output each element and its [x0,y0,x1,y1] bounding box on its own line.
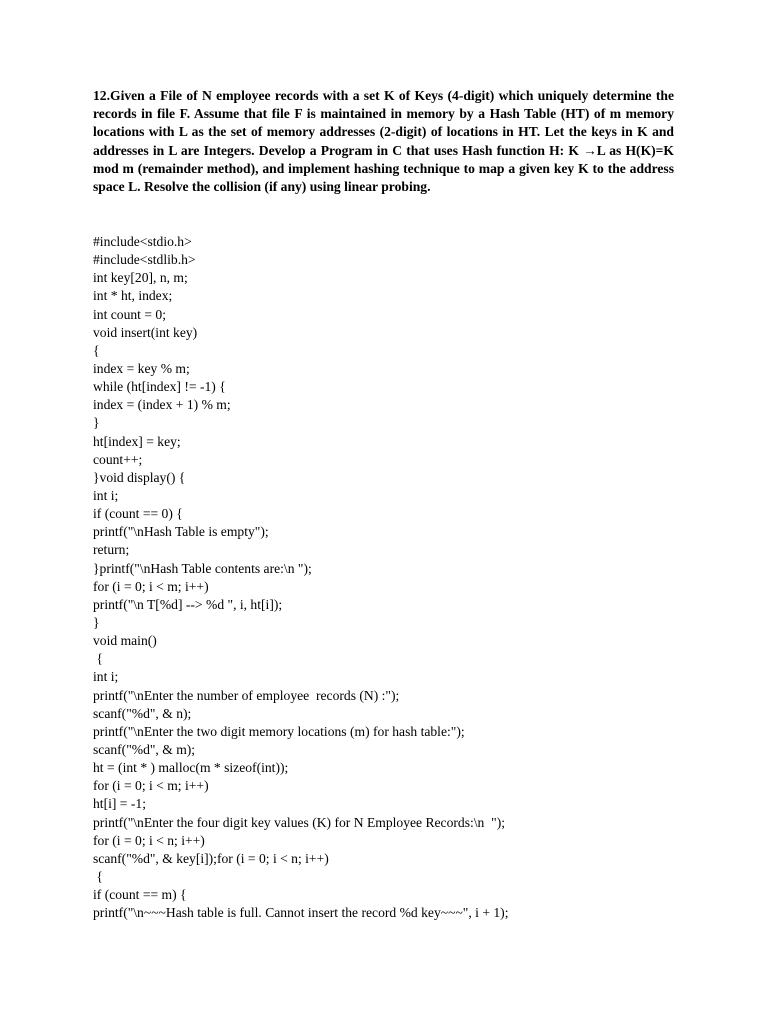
code-line: { [93,868,103,884]
code-line: scanf("%d", & n); [93,705,192,721]
code-line: #include<stdlib.h> [93,252,196,268]
code-line: ht = (int * ) malloc(m * sizeof(int)); [93,760,289,776]
code-listing [93,233,733,922]
code-line: if (count == 0) { [93,506,183,522]
code-line: index = key % m; [93,360,190,376]
code-line: printf("\n T[%d] --> %d ", i, ht[i]); [93,596,283,612]
code-line: int * ht, index; [93,288,173,304]
code-line: printf("\nEnter the number of employee records (N) :"); [93,687,400,703]
code-line: }printf("\nHash Table contents are:\n "); [93,560,312,576]
code-line: { [93,342,100,358]
code-line: for (i = 0; i < m; i++) [93,778,209,794]
code-line: printf("\n~~~Hash table is full. Cannot insert the record %d key~~~", i + 1); [93,905,509,921]
code-line: void insert(int key) [93,324,198,340]
code-line: count++; [93,451,143,467]
code-line: scanf("%d", & m); [93,741,196,757]
code-line: printf("\nEnter the four digit key values (K) for N Employee Records:\n "); [93,814,506,830]
code-line: #include<stdio.h> [93,234,192,249]
code-line: int i; [93,487,119,503]
code-line: index = (index + 1) % m; [93,397,231,413]
code-line: printf("\nHash Table is empty"); [93,524,269,540]
code-line: int i; [93,669,119,685]
code-line: void main() [93,633,157,649]
code-line: { [93,651,103,667]
code-line: return; [93,542,130,558]
code-line: while (ht[index] != -1) { [93,379,226,395]
code-line: ht[index] = key; [93,433,181,449]
code-line: int key[20], n, m; [93,270,188,286]
code-line: } [93,415,100,431]
code-line: ht[i] = -1; [93,796,146,812]
code-line: printf("\nEnter the two digit memory locations (m) for hash table:"); [93,723,465,739]
code-line: }void display() { [93,469,186,485]
code-line: for (i = 0; i < m; i++) [93,578,209,594]
code-line: int count = 0; [93,306,166,322]
code-line: if (count == m) { [93,887,187,903]
code-line: scanf("%d", & key[i]);for (i = 0; i < n; i++) [93,850,329,866]
code-line: } [93,614,100,630]
code-line: for (i = 0; i < n; i++) [93,832,205,848]
question-paragraph: 12.Given a File of N employee records with a set K of Keys (4-digit) which uniquely determine the records in file F. Assume that file F is maintained in memory by a Hash Table (HT) of m memory locations with L as the set of memory addresses (2-digit) of locations in HT. Let the keys in K and addresses in L are Integers. Develop a Program in C that uses Hash function H: K →L as H(K)=K mod m (remainder method), and implement hashing technique to map a given key K to the address space L. Resolve the collision (if any) using linear probing. [93,88,674,195]
